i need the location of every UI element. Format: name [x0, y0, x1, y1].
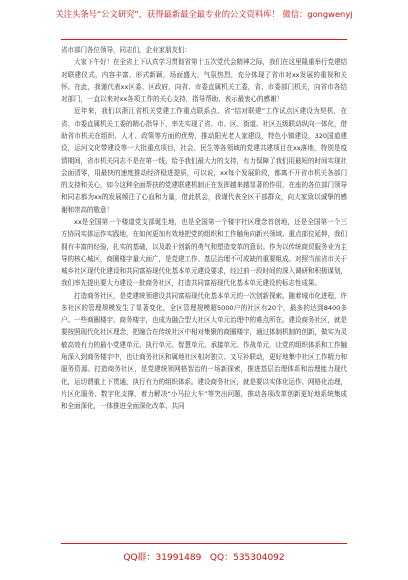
footer-contact-text: QQ群：31991489 QQ：535304092	[123, 553, 285, 563]
header-banner-text: 关注头条号“公文研究”，获得最新最全最专业的公文资料库！ 微信：gongwenyj	[55, 9, 353, 19]
body-paragraph-1: 大家下午好！在全省上下认真学习贯彻省第十五次党代会精神之际，我们在这里隆重举行党建结对联建仪式，内容丰富、形式新颖，场面盛大、气氛热烈，充分体现了省市对xx发展的重视和关怀。在此，我谨代表xx区委、区政府，向省、市委直属机关工委，省、市委部门机关，向省市各结对部门，一直以来对xx各项工作的关心支持，指导帮助，表示最衷心的感谢！	[61, 58, 347, 104]
document-body	[61, 44, 347, 532]
body-paragraph-3: xx是全国第一个楼道党支部诞生地，也是全国第一个楼宇社区理念首创地，还是全国第一个三方协同实体运作实践地，在如何更加有效地把党的组织和工作触角向新兴领域、重点部位延伸，我们拥有丰富的经验，扎实的基础，以及敢于创新的勇气和塑造变革的意识。作为以传统商贸服务业为主导的核心城区，商圈楼宇量大面广，是党建工作、基层治理不可或缺的重要组成。对照当前省市关于城乡社区现代化建设和共同富裕现代化基本单元建设要求，经过前一段时间的深入调研和积极谋划，我们率先提出要大力建设一批商务社区，打造共同富裕现代化基本单元建设的标志性成果。	[61, 217, 347, 288]
body-paragraph-4: 打造商务社区，是党建统领建设共同富裕现代化基本单元的一次创新探索。随着城市化进程，许多社区的管理规模发生了显著变化，全区管理规模超5000户的社区有20个，最多的达到8400多户。一些商圈楼宇、商务楼宇，也成为融合型大社区大单元治理中的难点所在。建设商务社区，就是要按照现代化社区理念，把融合在传统社区中相对集聚的商圈楼宇，通过体制机制的创新，做实为灵敏高效有力的最小党建单元、执行单元、智慧单元、承接单元、作战单元，让党的组织体系和工作触角深入到商务楼宇中，也让商务社区和属地社区相对独立、又互补联动，更好地集中社区工作精力和服务资源。打造商务社区，是党建统领网格智治的一场新探索，推进基层治理体系和治理能力现代化，运切谓重上下贯通，执行有力的组织体系。建设商务社区，就是要以实体化运作、网格化治理，片区化服务、数字化支撑，着力解决“小马拉大车”等突出问题，推动各项改革创新更好地系统集成和全面深化，一体推进全面深化改革、共同	[61, 291, 347, 411]
footer-bar	[0, 540, 408, 580]
body-paragraph-2: 近年来，我们以浙江省机关党建工作重点联系点、省“结对联建”工作试点区建设为契机，在省、市委直属机关工委的精心指导下，率先实现了省、市、区、街道、社区五级联动纵向一体化，借助省市机关在组织、人才、政策等方面的优势，推动阳光老人家建设，特色小镇建设，320国道建设，运河文化带建设等一大批重点项目，社会、民生等各领域的党建共建项目在xx落地，特别是疫情期间，省市机关同志不是在第一线，给予我们最大力的支持，有力保障了我们用最短的时间实现社会面清零，用最快的速度推动经济稳进提质，可以说，xx每个发展阶段，都离不开省市机关各部门的支持和关心，如今这种全面帮扶的党建联建机制正在发挥越来越显著的作用，在座的各位部门领导和同志都为xx的发展倾注了心血和力量，借此机会，我谨代表全区干部群众，向大家致以诚挚的感谢和崇高的敬意！	[61, 107, 347, 214]
footer-divider	[61, 543, 347, 544]
header-banner	[0, 0, 408, 42]
header-divider	[61, 39, 347, 40]
greeting-line: 省市部门各位领导，同志们，企业家朋友们：	[61, 46, 191, 54]
